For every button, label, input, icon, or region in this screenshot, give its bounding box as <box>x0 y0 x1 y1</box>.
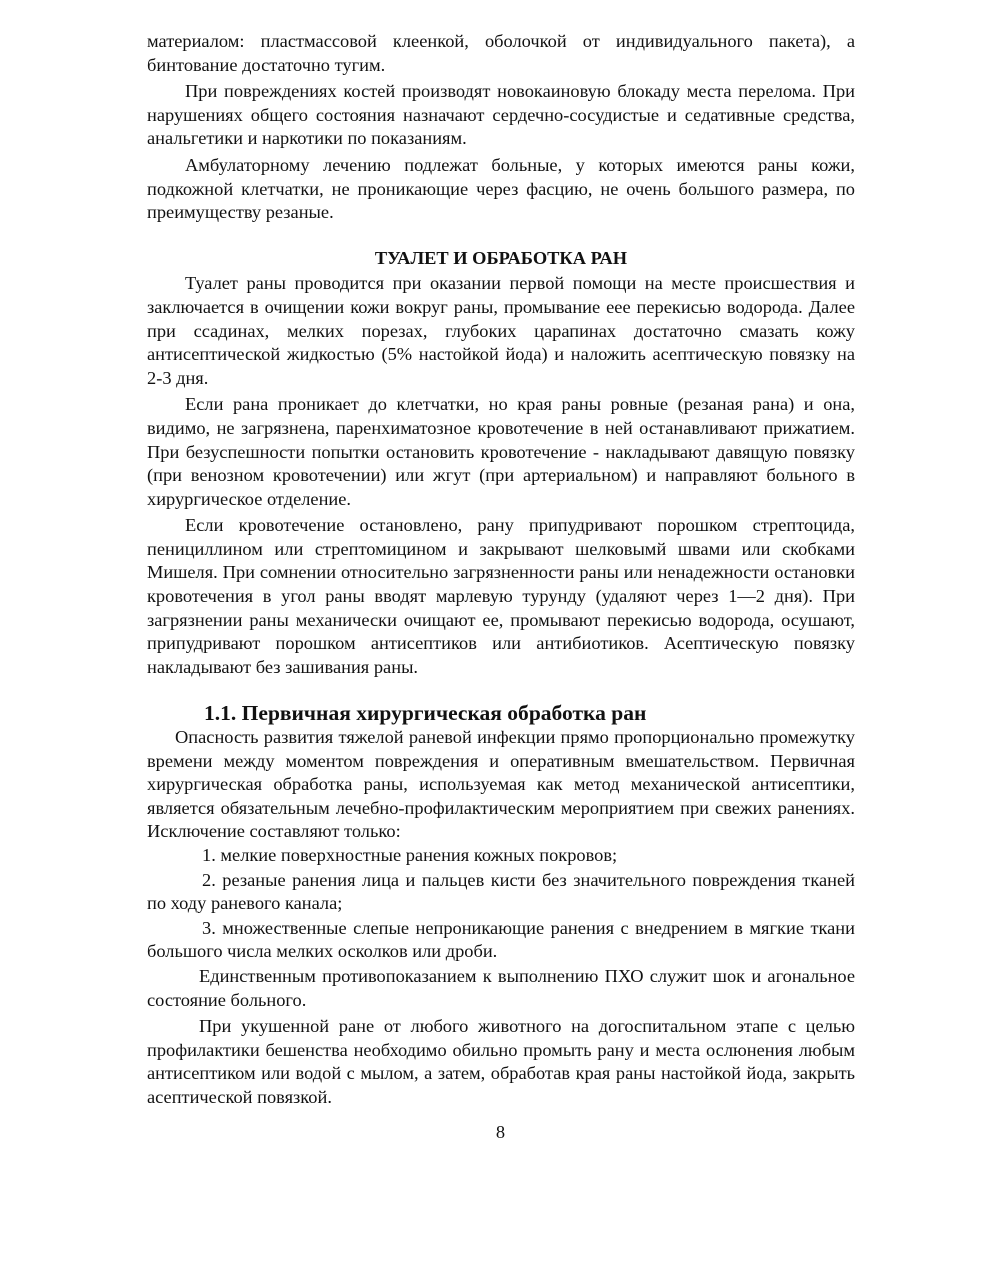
paragraph-wound-toilet: Туалет раны проводится при оказании первой помощи на месте происшествия и заключается в очищении кожи вокруг раны, промывание еее перекисью водорода. Далее при ссадинах, мелких порезах, глубоких царапинах достаточно смазать кожу антисептической жидкостью (5% настойкой йода) и наложить асептическую повязку на 2-3 дня. <box>147 273 855 388</box>
list-item: 2. резаные ранения лица и пальцев кисти без значительного повреждения тканей по ходу раневого канала; <box>147 869 855 914</box>
paragraph-bone-injuries: При повреждениях костей производят новокаиновую блокаду места перелома. При нарушениях общего состояния назначают сердечно-сосудистые и седативные средства, анальгетики и наркотики по показаниям. <box>147 81 855 149</box>
section-title: ТУАЛЕТ И ОБРАБОТКА РАН <box>374 247 628 268</box>
list-item: 3. множественные слепые непроникающие ранения с внедрением в мягкие ткани большого числа мелких осколков или дроби. <box>147 917 855 962</box>
paragraph-infection-risk: Опасность развития тяжелой раневой инфекции прямо пропорционально промежутку времени между моментом повреждения и оперативным вмешательством. Первичная хирургическая обработка раны, используемая как метод механической антисептики, является обязательным лечебно-профилактическим мероприятием при свежих ранениях. Исключение составляют только: <box>147 727 855 842</box>
paragraph-wound-penetration: Если рана проникает до клетчатки, но края раны ровные (резаная рана) и она, видимо, не загрязнена, паренхиматозное кровотечение в ней останавливают прижатием. При безуспешности попытки остановить кровотечение - накладывают давящую повязку (при венозном кровотечении) или жгут (при артериальном) и направляют больного в хирургическое отделение. <box>147 394 855 509</box>
paragraph-contraindication: Единственным противопоказанием к выполнению ПХО служит шок и агональное состояние больного. <box>147 965 855 1010</box>
paragraph-bite-wound: При укушенной ране от любого животного на догоспитальном этапе с целью профилактики бешенства необходимо обильно промыть рану и места ослюнения любым антисептиком или водой с мылом, а затем, обработав края раны настойкой йода, закрыть асептической повязкой. <box>147 1016 855 1107</box>
paragraph-bleeding-stopped: Если кровотечение остановлено, рану припудривают порошком стрептоцида, пенициллином или стрептомицином и закрывают шелковымй швами или скобками Мишеля. При сомнении относительно загрязненности раны или ненадежности остановки кровотечения в угол раны вводят марлевую турунду (удаляют через 1—2 дня). При загрязнении раны механически очищают ее, промывают перекисью водорода, осушают, припудривают порошком антисептиков или антибиотиков. Асептическую повязку накладывают без зашивания раны. <box>147 515 855 677</box>
paragraph-outpatient-treatment: Амбулаторному лечению подлежат больные, у которых имеются раны кожи, подкожной клетчатки, не проникающие через фасцию, не очень большого размера, по преимуществу резаные. <box>147 154 855 223</box>
subsection-title: 1.1. Первичная хирургическая обработка ран <box>204 701 647 726</box>
paragraph-dressing-materials: материалом: пластмассовой клеенкой, оболочкой от индивидуального пакета), а бинтование достаточно тугим. <box>147 31 855 75</box>
document-page <box>147 30 855 1110</box>
page-number: 8 <box>495 1122 506 1142</box>
list-item: 1. мелкие поверхностные ранения кожных покровов; <box>202 845 618 865</box>
